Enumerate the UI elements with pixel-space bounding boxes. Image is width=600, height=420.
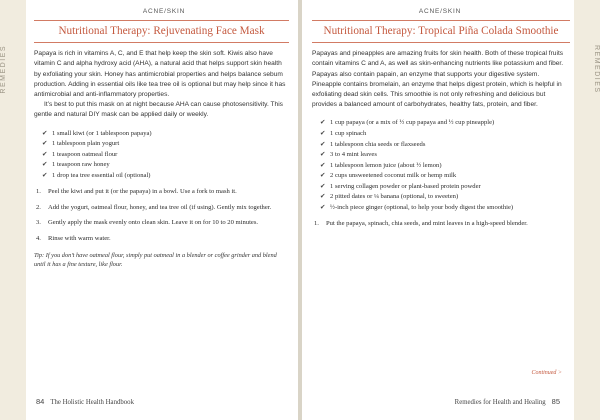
left-tip: Tip: If you don’t have oatmeal flour, simply put oatmeal in a blender or coffee grinder and blend until it has a fine texture, like flour.: [34, 251, 277, 269]
ingredient-item: ✔ 1 tablespoon chia seeds or flaxseeds: [320, 140, 570, 151]
step-item: 3. Gently apply the mask evenly onto clean skin. Leave it on for 10 to 20 minutes.: [36, 219, 259, 227]
ingredient-item: ✔ 2 cups unsweetened coconut milk or hemp milk: [320, 171, 570, 182]
left-page-number: 84: [36, 397, 45, 406]
continued-link[interactable]: Continued >: [531, 370, 562, 376]
check-icon: ✔: [320, 129, 326, 137]
check-icon: ✔: [320, 151, 326, 159]
ingredient-item: ✔ 1 teaspoon oatmeal flour: [42, 150, 289, 161]
check-icon: ✔: [320, 140, 326, 148]
right-paragraph: Papayas and pineapples are amazing fruits for skin health. Both of these tropical fruits contain vitamins C and A, as well as skin-enhancing nutrients like potassium and fiber. Papayas also contain papain, an enzyme that supports your digestive system. Pineapple contains bromelain, an enzyme that helps digest protein, which is helpful in exfoliating dead skin cells. This smoothie is not only refreshing and delicious but provides a balanced amount of carbohydrates, healthy fats, protein, and fiber.: [312, 50, 564, 109]
ingredient-item: ✔ 1 small kiwi (or 1 tablespoon papaya): [42, 129, 289, 140]
ingredient-item: ✔ 1 serving collagen powder or plant-based protein powder: [320, 182, 570, 193]
left-page: [0, 0, 298, 420]
right-side-label: REMEDIES: [593, 45, 600, 94]
check-icon: ✔: [320, 161, 326, 169]
ingredient-item: ✔ 1 cup spinach: [320, 129, 570, 140]
right-side-tab: [574, 0, 600, 420]
right-running-head: ACNE/SKIN: [418, 8, 462, 15]
ingredient-item: ✔ 2 pitted dates or ¼ banana (optional, to sweeten): [320, 192, 570, 203]
check-icon: ✔: [42, 161, 48, 169]
check-icon: ✔: [320, 119, 326, 127]
right-content: [312, 20, 570, 235]
step-item: 4. Rinse with warm water.: [36, 235, 111, 243]
left-content: [34, 20, 289, 270]
check-icon: ✔: [320, 172, 326, 180]
step-item: 2. Add the yogurt, oatmeal flour, honey, and tea tree oil (if using). Gently mix together.: [36, 203, 272, 211]
ingredient-item: ✔ 1 teaspoon raw honey: [42, 160, 289, 171]
ingredient-item: ✔ ½-inch piece ginger (optional, to help your body digest the smoothie): [320, 203, 570, 214]
right-page-number: 85: [551, 397, 560, 406]
left-steps-list: [34, 187, 289, 244]
right-section-title: Remedies for Health and Healing: [454, 399, 546, 406]
left-folio: [36, 397, 134, 406]
right-page: [302, 0, 600, 420]
right-steps-list: [312, 219, 570, 230]
check-icon: ✔: [42, 129, 48, 137]
left-ingredient-list: [42, 129, 289, 182]
check-icon: ✔: [42, 150, 48, 158]
ingredient-item: ✔ 1 tablespoon plain yogurt: [42, 139, 289, 150]
left-paragraph: Papaya is rich in vitamins A, C, and E that help keep the skin soft. Kiwis also have vitamin C and alpha hydroxy acid (AHA), a natural acid that helps support skin health by exfoliating your skin. Honey has antimicrobial properties and helps balance sebum production. Adding in essential oils like tea tree oil is optional but may help since it has antimicrobial and anti-inflammatory properties.: [34, 50, 286, 98]
left-side-label: REMEDIES: [0, 45, 7, 94]
right-ingredient-list: [320, 118, 570, 213]
ingredient-item: ✔ 1 cup papaya (or a mix of ½ cup papaya and ½ cup pineapple): [320, 118, 570, 129]
left-side-tab: [0, 0, 26, 420]
ingredient-item: ✔ 1 drop tea tree essential oil (optional): [42, 171, 289, 182]
check-icon: ✔: [42, 140, 48, 148]
check-icon: ✔: [320, 193, 326, 201]
step-item: 1. Peel the kiwi and put it (or the papaya) in a bowl. Use a fork to mash it.: [36, 188, 237, 196]
left-recipe-title: Nutritional Therapy: Rejuvenating Face Mask: [34, 20, 289, 43]
check-icon: ✔: [320, 203, 326, 211]
right-folio: [455, 397, 560, 406]
left-running-head: ACNE/SKIN: [142, 8, 186, 15]
ingredient-item: ✔ 1 tablespoon lemon juice (about ½ lemon): [320, 161, 570, 172]
step-item: 1. Put the papaya, spinach, chia seeds, and mint leaves in a high-speed blender.: [314, 220, 528, 228]
ingredient-item: ✔ 3 to 4 mint leaves: [320, 150, 570, 161]
check-icon: ✔: [320, 182, 326, 190]
left-paragraph: It’s best to put this mask on at night because AHA can cause photosensitivity. This gentle and natural DIY mask can be applied daily or weekly.: [34, 101, 283, 119]
right-recipe-title: Nutritional Therapy: Tropical Piña Colada Smoothie: [312, 20, 570, 43]
check-icon: ✔: [42, 171, 48, 179]
left-book-title: The Holistic Health Handbook: [50, 399, 134, 406]
